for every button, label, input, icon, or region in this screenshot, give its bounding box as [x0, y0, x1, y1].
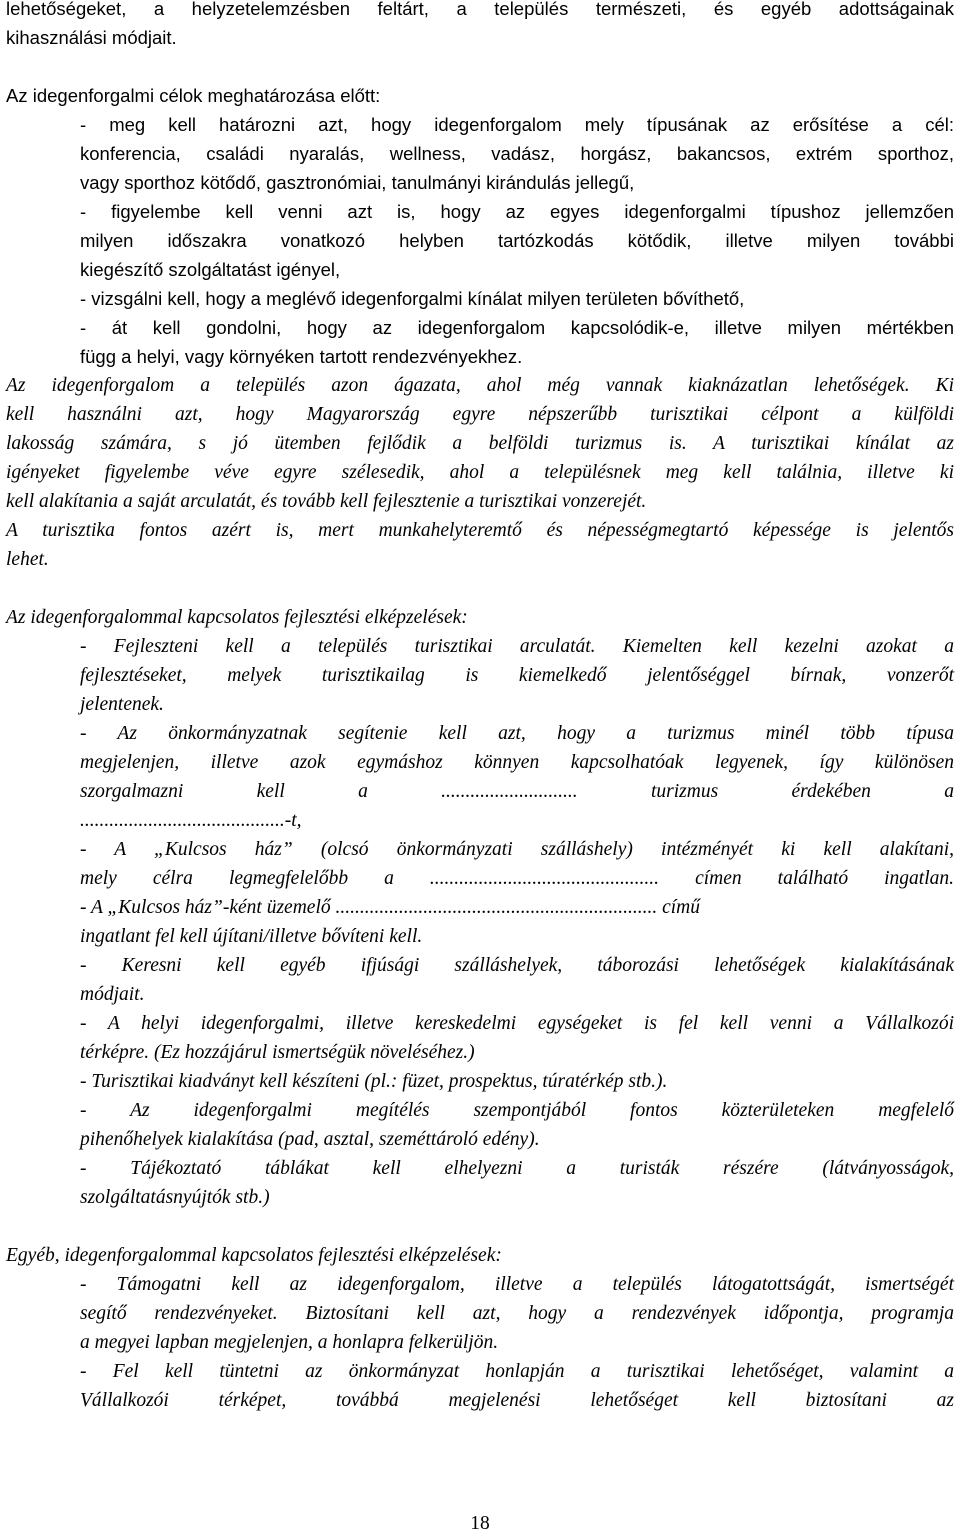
list-line: - Fejleszteni kell a település turisztikai arculatát. Kiemelten kell kezelni azokat a [80, 636, 954, 657]
list-line: - Tájékoztató táblákat kell elhelyezni a turisták részére (látványosságok, [80, 1158, 954, 1179]
paragraph-line: A turisztika fontos azért is, mert munkahelyteremtő és népességmegtartó képessége is jelentős [6, 520, 954, 541]
list-line: szolgáltatásnyújtók stb.) [80, 1187, 270, 1208]
list-line: pihenőhelyek kialakítása (pad, asztal, szeméttároló edény). [80, 1129, 540, 1150]
list-line: térképre. (Ez hozzájárul ismertségük növeléséhez.) [80, 1042, 475, 1063]
paragraph-line: kell használni azt, hogy Magyarország egyre népszerűbb turisztikai célpont a külföldi [6, 404, 954, 425]
list-line: - Támogatni kell az idegenforgalom, illetve a település látogatottságát, ismertségét [80, 1274, 954, 1295]
list-line: mely célra legmegfelelőbb a ............................................... címen található ingatlan. [80, 868, 954, 889]
list-line: - Fel kell tüntetni az önkormányzat honlapján a turisztikai lehetőséget, valamint a [80, 1361, 954, 1382]
paragraph-line: Az idegenforgalom a település azon ágazata, ahol még vannak kiaknázatlan lehetőségek. Ki [6, 375, 954, 396]
paragraph-line: kell alakítania a saját arculatát, és tovább kell fejlesztenie a turisztikai vonzerejét. [6, 491, 647, 512]
paragraph-line: lakosság számára, s jó ütemben fejlődik a belföldi turizmus is. A turisztikai kínálat az [6, 433, 954, 454]
list-line: függ a helyi, vagy környéken tartott rendezvényekhez. [80, 346, 523, 367]
list-line: milyen időszakra vonatkozó helyben tartózkodás kötődik, illetve milyen további [80, 230, 954, 251]
list-line: megjelenjen, illetve azok egymáshoz könnyen kapcsolhatóak legyenek, így különösen [80, 752, 954, 773]
list-line: Vállalkozói térképet, továbbá megjelenési lehetőséget kell biztosítani az [80, 1390, 954, 1411]
paragraph-line: igényeket figyelembe véve egyre szélesedik, ahol a településnek meg kell találnia, illetve ki [6, 462, 954, 483]
list-line: segítő rendezvényeket. Biztosítani kell azt, hogy a rendezvények időpontja, programja [80, 1303, 954, 1324]
list-line: jelentenek. [80, 694, 164, 715]
section-heading: Az idegenforgalommal kapcsolatos fejlesztési elképzelések: [6, 607, 468, 628]
list-line: - meg kell határozni azt, hogy idegenforgalom mely típusának az erősítése a cél: [80, 114, 954, 135]
list-line: ..........................................-t, [80, 810, 302, 831]
list-line: - Turisztikai kiadványt kell készíteni (pl.: füzet, prospektus, túratérkép stb.). [80, 1071, 668, 1092]
list-line: - Az idegenforgalmi megítélés szempontjából fontos közterületeken megfelelő [80, 1100, 954, 1121]
section-heading: Egyéb, idegenforgalommal kapcsolatos fejlesztési elképzelések: [6, 1245, 502, 1266]
section-heading: Az idegenforgalmi célok meghatározása előtt: [6, 85, 381, 106]
list-line: - A „Kulcsos ház”-ként üzemelő .................................................................. című [80, 897, 701, 918]
text-line: lehetőségeket, a helyzetelemzésben feltárt, a település természeti, és egyéb adottságainak [6, 0, 954, 19]
list-line: vagy sporthoz kötődő, gasztronómiai, tanulmányi kirándulás jellegű, [80, 172, 635, 193]
text-line: kihasználási módjait. [6, 27, 177, 48]
list-line: kiegészítő szolgáltatást igényel, [80, 259, 341, 280]
paragraph-line: lehet. [6, 549, 49, 570]
list-line: - A helyi idegenforgalmi, illetve kereskedelmi egységeket is fel kell venni a Vállalkozói [80, 1013, 954, 1034]
list-line: fejlesztéseket, melyek turisztikailag is kiemelkedő jelentőséggel bírnak, vonzerőt [80, 665, 954, 686]
list-line: módjait. [80, 984, 145, 1005]
list-line: - A „Kulcsos ház” (olcsó önkormányzati szálláshely) intézményét ki kell alakítani, [80, 839, 954, 860]
page-number: 18 [470, 1513, 490, 1534]
list-line: ingatlant fel kell újítani/illetve bővíteni kell. [80, 926, 423, 947]
list-line: a megyei lapban megjelenjen, a honlapra felkerüljön. [80, 1332, 499, 1353]
list-line: - figyelembe kell venni azt is, hogy az egyes idegenforgalmi típushoz jellemzően [80, 201, 954, 222]
list-line: - Keresni kell egyéb ifjúsági szálláshelyek, táborozási lehetőségek kialakításának [80, 955, 954, 976]
list-line: - Az önkormányzatnak segítenie kell azt, hogy a turizmus minél több típusa [80, 723, 954, 744]
list-line: konferencia, családi nyaralás, wellness, vadász, horgász, bakancsos, extrém sporthoz, [80, 143, 954, 164]
list-line: - át kell gondolni, hogy az idegenforgalom kapcsolódik-e, illetve milyen mértékben [80, 317, 954, 338]
list-line: szorgalmazni kell a ............................ turizmus érdekében a [80, 781, 954, 802]
list-line: - vizsgálni kell, hogy a meglévő idegenforgalmi kínálat milyen területen bővíthető, [80, 288, 745, 309]
